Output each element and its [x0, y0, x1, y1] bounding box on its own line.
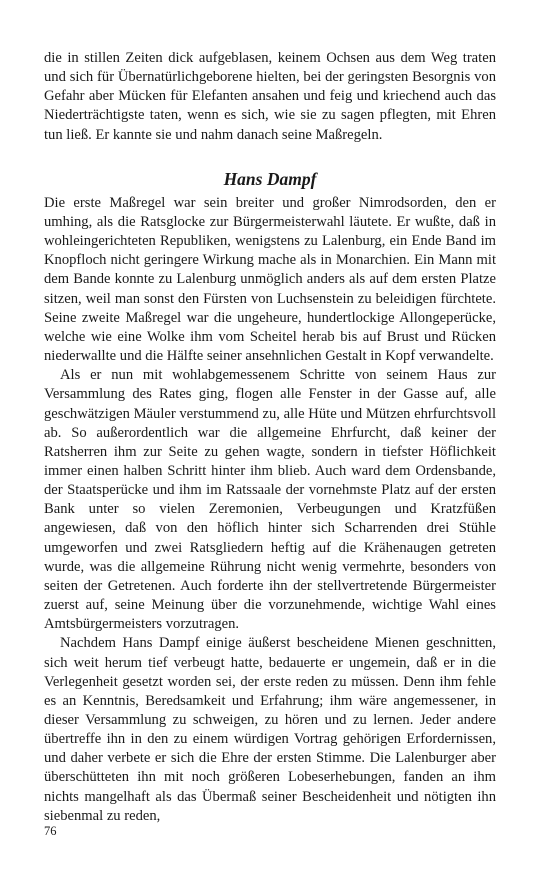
text-block	[44, 49, 496, 826]
page-number: 76	[44, 824, 57, 838]
paragraph-2: Als er nun mit wohlabgemessenem Schritte von seinem Haus zur Versammlung des Rates ging, flogen alle Fenster in der Gasse auf, alle geschwätzigen Mäuler verstummend zu, alle Hüte und Mützen ehrfurchtsvoll ab. So außerordentlich war die allgemeine Ehrfurcht, daß keiner der Ratsherren ihm zur Seite zu gehen wagte, sondern in tiefster Höflichkeit immer einen halben Schritt hinter ihm blieb. Auch ward dem Ordensbande, der Staatsperücke und ihm im Ratssaale der vornehmste Platz auf der ersten Bank unter so vielen Zeremonien, Verbeugungen und Kratzfüßen angewiesen, daß von den höflich hinter sich Scharrenden drei Stühle umgeworfen und zwei Ratsgliedern heftig auf die Krähenaugen getreten wurde, was die allgemeine Rührung nicht wenig vermehrte, besonders von seiten der Getretenen. Auch forderte ihn der stellvertretende Bürgermeister zuerst auf, seine Meinung über die vorzunehmende, wichtige Wahl eines Amtsbürgermeisters vorzutragen.	[44, 367, 496, 633]
intro-paragraph: die in stillen Zeiten dick aufgeblasen, keinem Ochsen aus dem Weg traten und sich für Übernatürlichgeborene hielten, bei der geringsten Besorgnis von Gefahr aber Mücken für Elefanten ansahen und feig und kriechend auch das Niederträchtigste taten, wenn es sich, wie sie zu sagen pflegten, mit Ehren tun ließ. Er kannte sie und nahm danach seine Maßregeln.	[44, 50, 496, 143]
section-heading: Hans Dampf	[223, 168, 317, 189]
paragraph-3: Nachdem Hans Dampf einige äußerst bescheidene Mienen geschnitten, sich weit herum tief verbeugt hatte, bedauerte er ungemein, daß er in die Verlegenheit gesetzt worden sei, der erste reden zu müssen. Denn ihm fehle es an Kenntnis, Beredsamkeit und Erfahrung; ihm wäre angemessener, in dieser Versammlung zu schweigen, zu hören und zu lernen. Jeder andere übertreffe ihn in den zu einem würdigen Vortrag gehörigen Erfordernissen, und daher verbete er sich die Ehre der ersten Stimme. Die Lalenburger aber überschütteten ihn mit noch größeren Lobeserhebungen, fanden an ihm nichts mangelhaft als das Übermaß seiner Bescheidenheit und nötigten ihn siebenmal zu reden,	[44, 635, 496, 824]
paragraph-1: Die erste Maßregel war sein breiter und großer Nimrodsorden, den er umhing, als die Ratsglocke zur Bürgermeisterwahl läutete. Er wußte, daß in wohleingerichteten Republiken, wenigstens zu Lalenburg, ein Ende Band im Knopfloch nicht geringere Wirkung mache als in Monarchien. Ein Mann mit dem Bande konnte zu Lalenburg unmöglich anders als auf dem ersten Platze sitzen, weil man sonst den Fürsten von Luchsenstein zu beleidigen fürchtete. Seine zweite Maßregel war die ungeheure, hundertlockige Allongeperücke, welche wie eine Wolke ihm vom Scheitel herab bis auf Brust und Rücken niederwallte und die Hälfte seiner ansehnlichen Gestalt in Kopf verwandelte.	[44, 194, 496, 365]
